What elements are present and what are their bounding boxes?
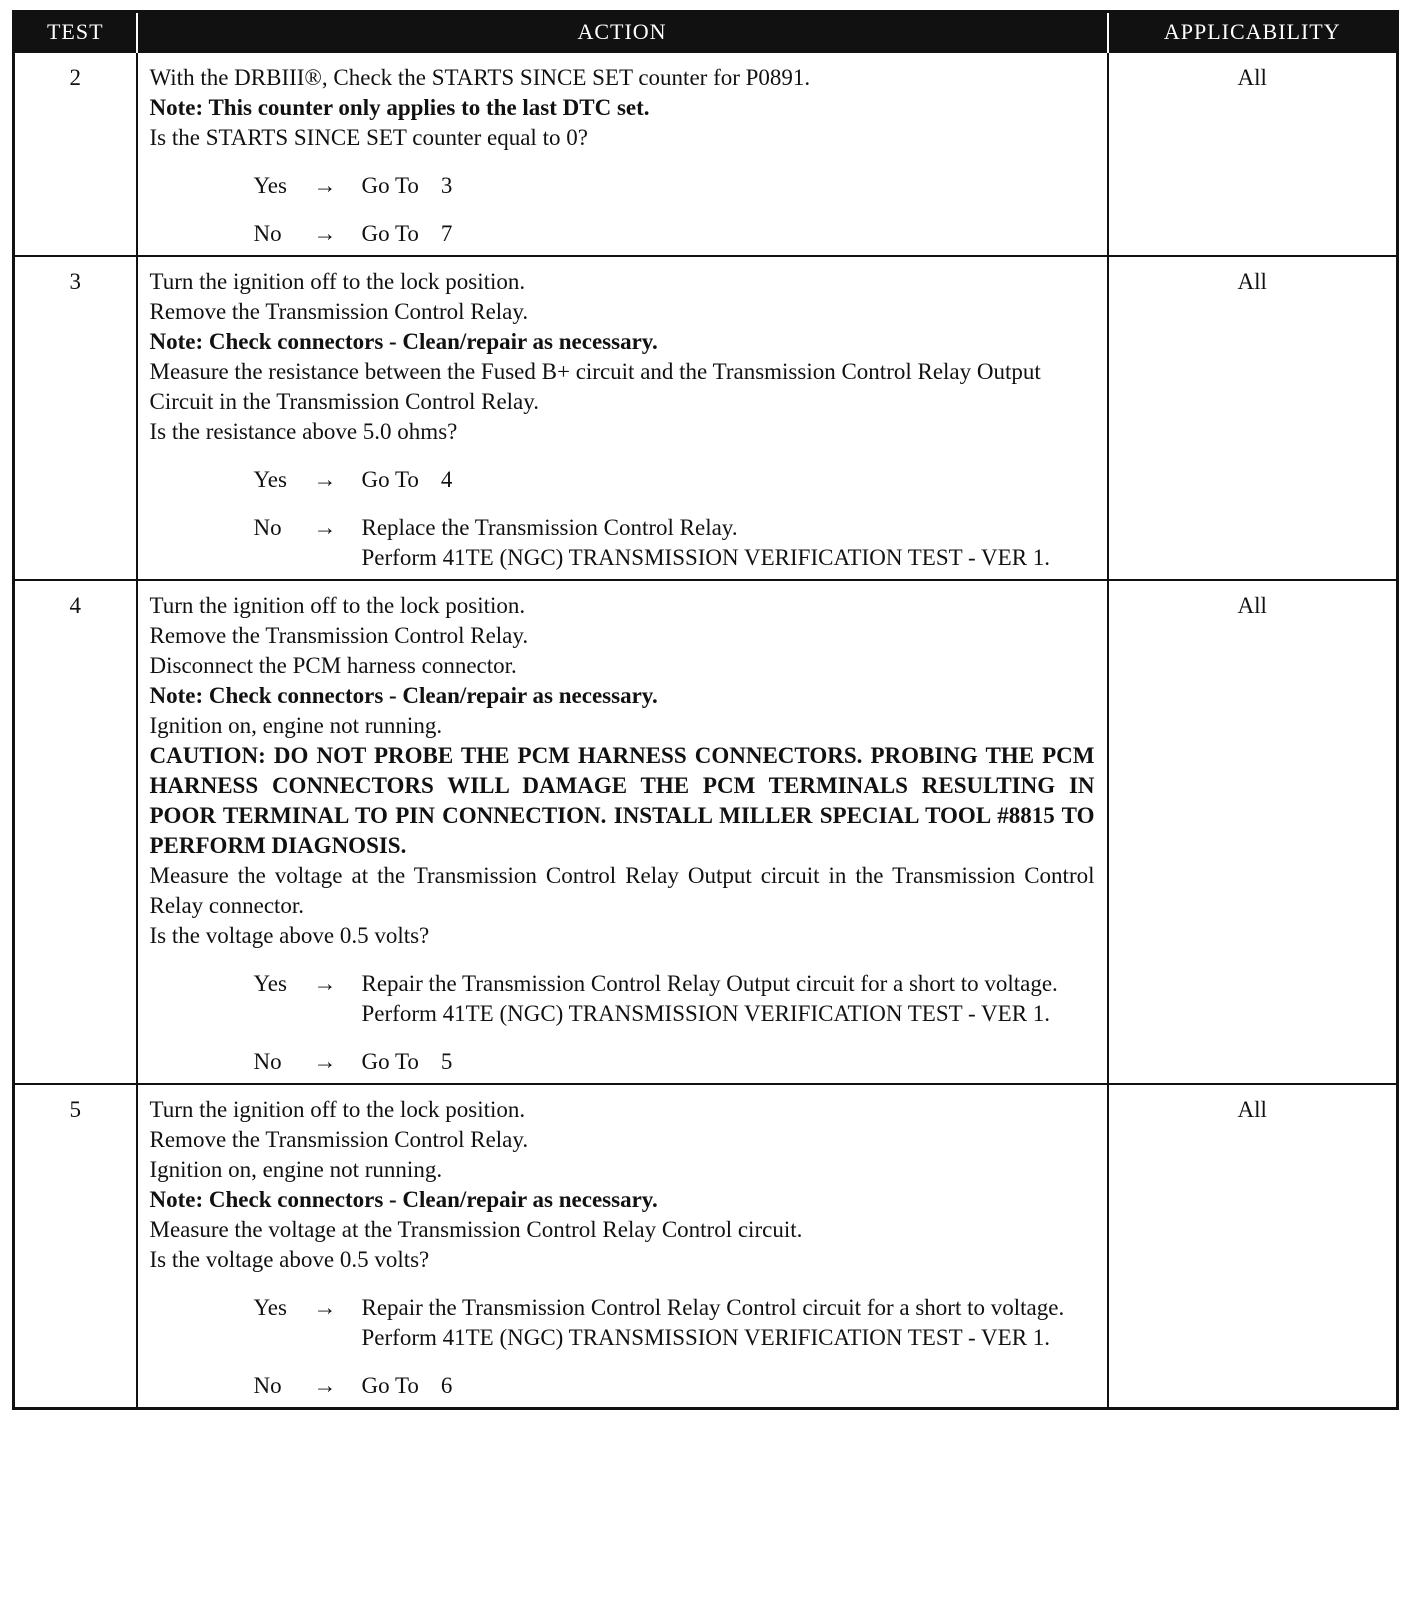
- branch-label: Yes: [253, 1295, 287, 1320]
- branch-no: [150, 219, 1095, 249]
- branch-label: Yes: [253, 971, 287, 996]
- goto-text: Go To: [361, 1049, 419, 1074]
- table-row: [14, 52, 1398, 256]
- action-cell: [137, 1084, 1108, 1409]
- instruction-text: Ignition on, engine not running.: [149, 1157, 443, 1182]
- header-test: TEST: [14, 12, 137, 53]
- applicability-value: All: [1108, 1084, 1398, 1409]
- note-text: Note: Check connectors - Clean/repair as necessary.: [149, 329, 658, 354]
- instruction-text: Turn the ignition off to the lock position.: [149, 1097, 526, 1122]
- instruction-text: Is the voltage above 0.5 volts?: [149, 923, 430, 948]
- branch-yes: [150, 1293, 1095, 1353]
- instruction-text: Disconnect the PCM harness connector.: [149, 653, 517, 678]
- action-cell: [137, 580, 1108, 1084]
- branch-result: [362, 1047, 1095, 1077]
- branch-result: [362, 171, 1095, 201]
- instruction-text: Measure the voltage at the Transmission Control Relay Control circuit.: [149, 1217, 803, 1242]
- right-arrow-icon: →: [313, 173, 337, 198]
- test-number: 4: [14, 580, 137, 1084]
- branch-label: No: [253, 1373, 282, 1398]
- branch-result-line: Perform 41TE (NGC) TRANSMISSION VERIFICATION TEST - VER 1.: [361, 1001, 1051, 1026]
- branch-result: [362, 1371, 1095, 1401]
- branch-label: Yes: [253, 173, 287, 198]
- note-text: Note: Check connectors - Clean/repair as necessary.: [149, 1187, 658, 1212]
- table-header-row: [14, 12, 1398, 53]
- action-cell: [137, 52, 1108, 256]
- instruction-text: Remove the Transmission Control Relay.: [149, 1127, 529, 1152]
- branch-result: [362, 465, 1095, 495]
- branch-result-line: Repair the Transmission Control Relay Control circuit for a short to voltage.: [361, 1295, 1065, 1320]
- header-action: ACTION: [137, 12, 1108, 53]
- test-number: 2: [14, 52, 137, 256]
- right-arrow-icon: →: [313, 221, 337, 246]
- right-arrow-icon: →: [313, 971, 337, 996]
- instruction-text: Is the resistance above 5.0 ohms?: [149, 419, 458, 444]
- branch-result-line: Replace the Transmission Control Relay.: [361, 515, 738, 540]
- branch-no: [150, 1047, 1095, 1077]
- action-cell: [137, 256, 1108, 580]
- branch-result: [362, 219, 1095, 249]
- branch-yes: [150, 969, 1095, 1029]
- diagnostic-procedure-page: [12, 10, 1396, 1410]
- table-body: [14, 52, 1398, 1409]
- branch-no: [150, 1371, 1095, 1401]
- branch-yes: [150, 465, 1095, 495]
- right-arrow-icon: →: [313, 467, 337, 492]
- table-row: [14, 1084, 1398, 1409]
- branch-yes: [150, 171, 1095, 201]
- instruction-text: Turn the ignition off to the lock position.: [149, 269, 526, 294]
- instruction-text: Measure the voltage at the Transmission Control Relay Output circuit in the Transmission Control Relay connector.: [149, 863, 1095, 918]
- diagnostic-test-table: [12, 10, 1399, 1410]
- goto-test-number: 4: [440, 467, 453, 492]
- caution-text: CAUTION: DO NOT PROBE THE PCM HARNESS CONNECTORS. PROBING THE PCM HARNESS CONNECTORS WILL DAMAGE THE PCM TERMINALS RESULTING IN POOR TERMINAL TO PIN CONNECTION. INSTALL MILLER SPECIAL TOOL #8815 TO PERFORM DIAGNOSIS.: [149, 743, 1095, 858]
- branch-result: [362, 513, 1095, 573]
- table-row: [14, 256, 1398, 580]
- branch-label: No: [253, 515, 282, 540]
- instruction-text: Is the STARTS SINCE SET counter equal to 0?: [149, 125, 588, 150]
- applicability-value: All: [1108, 52, 1398, 256]
- instruction-text: Measure the resistance between the Fused B+ circuit and the Transmission Control Relay Output Circuit in the Transmission Control Relay.: [149, 359, 1041, 414]
- branch-label: No: [253, 221, 282, 246]
- goto-test-number: 6: [440, 1373, 453, 1398]
- goto-test-number: 3: [440, 173, 453, 198]
- applicability-value: All: [1108, 256, 1398, 580]
- right-arrow-icon: →: [313, 1373, 337, 1398]
- goto-text: Go To: [361, 467, 419, 492]
- note-text: Note: This counter only applies to the last DTC set.: [149, 95, 650, 120]
- applicability-value: All: [1108, 580, 1398, 1084]
- goto-text: Go To: [361, 173, 419, 198]
- branch-result-line: Perform 41TE (NGC) TRANSMISSION VERIFICATION TEST - VER 1.: [361, 545, 1051, 570]
- branch-result: [362, 1293, 1095, 1353]
- instruction-text: With the DRBIII®, Check the STARTS SINCE SET counter for P0891.: [149, 65, 811, 90]
- goto-text: Go To: [361, 221, 419, 246]
- goto-test-number: 5: [440, 1049, 453, 1074]
- branch-result: [362, 969, 1095, 1029]
- header-applicability: APPLICABILITY: [1108, 12, 1398, 53]
- right-arrow-icon: →: [313, 1049, 337, 1074]
- instruction-text: Turn the ignition off to the lock position.: [149, 593, 526, 618]
- branch-label: No: [253, 1049, 282, 1074]
- goto-test-number: 7: [440, 221, 453, 246]
- test-number: 5: [14, 1084, 137, 1409]
- branch-result-line: Repair the Transmission Control Relay Output circuit for a short to voltage.: [361, 971, 1058, 996]
- branch-label: Yes: [253, 467, 287, 492]
- branch-result-line: Perform 41TE (NGC) TRANSMISSION VERIFICATION TEST - VER 1.: [361, 1325, 1051, 1350]
- right-arrow-icon: →: [313, 515, 337, 540]
- right-arrow-icon: →: [313, 1295, 337, 1320]
- instruction-text: Remove the Transmission Control Relay.: [149, 299, 529, 324]
- note-text: Note: Check connectors - Clean/repair as necessary.: [149, 683, 658, 708]
- instruction-text: Ignition on, engine not running.: [149, 713, 443, 738]
- branch-no: [150, 513, 1095, 573]
- test-number: 3: [14, 256, 137, 580]
- instruction-text: Is the voltage above 0.5 volts?: [149, 1247, 430, 1272]
- goto-text: Go To: [361, 1373, 419, 1398]
- table-row: [14, 580, 1398, 1084]
- instruction-text: Remove the Transmission Control Relay.: [149, 623, 529, 648]
